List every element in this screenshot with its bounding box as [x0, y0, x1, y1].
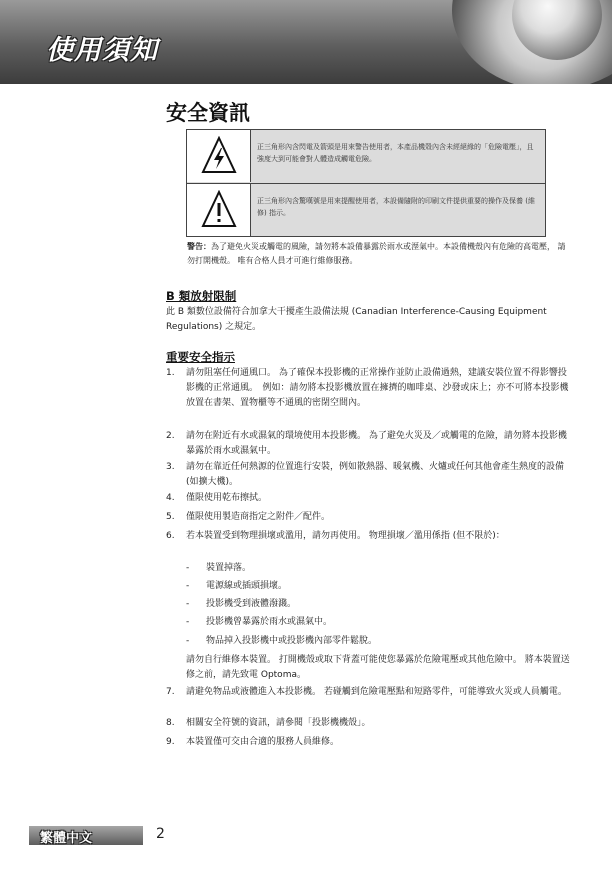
- class-b-title: B 類放射限制: [166, 289, 237, 303]
- sub-item-text: 電源線或插頭損壞。: [206, 581, 288, 591]
- warning-icon-cell: [187, 184, 251, 236]
- lightning-warning-icon: [201, 136, 237, 174]
- sub-item-text: 投影機曾暴露於雨水或濕氣中。: [206, 617, 333, 627]
- item-text: 請勿阻塞任何通風口。 為了確保本投影機的正常操作並防止設備過熱，建議安裝位置不得影響投影機的正常通風。 例如：請勿將本投影機放置在擁擠的咖啡桌、沙發或床上；亦不可將本投影機放置在書架、置物櫃等不通風的密閉空間內。: [186, 368, 569, 408]
- page-number: 2: [156, 826, 165, 842]
- warning-note-label: 警告：: [187, 242, 211, 251]
- instructions-title: 重要安全指示: [166, 350, 235, 364]
- item-number: 1.: [166, 368, 175, 378]
- warning-note: [187, 240, 573, 268]
- sub-item-dash: -: [186, 599, 190, 609]
- warning-text: 正三角形內含驚嘆號是用來提醒使用者，本設備隨附的印刷文件提供重要的操作及保養 (維修) 指示。: [257, 197, 535, 217]
- item-number: 7.: [166, 687, 175, 697]
- exclamation-warning-icon: [201, 190, 237, 228]
- sub-item-text: 裝置掉落。: [206, 563, 252, 573]
- sub-item-dash: -: [186, 563, 190, 573]
- warning-row: [187, 130, 545, 182]
- item-number: 5.: [166, 512, 175, 522]
- item-number: 6.: [166, 531, 175, 541]
- item-text: 本裝置僅可交由合適的服務人員維修。: [186, 737, 340, 747]
- item-number: 9.: [166, 737, 175, 747]
- item-text: 若本裝置受到物理損壞或濫用，請勿再使用。 物理損壞／濫用係指 (但不限於)：: [186, 531, 505, 541]
- item-text: 請勿在附近有水或濕氣的環境使用本投影機。 為了避免火災及／或觸電的危險，請勿將本投影機暴露於雨水或濕氣中。: [186, 431, 567, 456]
- page-title: 安全資訊: [166, 101, 250, 125]
- warning-note-text: 為了避免火災或觸電的風險，請勿將本設備暴露於雨水或溼氣中。本設備機殼內有危險的高電壓， 請勿打開機殼。 唯有合格人員才可進行維修服務。: [187, 242, 566, 265]
- class-b-text: 此 B 類數位設備符合加拿大干擾產生設備法規 (Canadian Interference-Causing Equipment Regulations) 之規定。: [166, 307, 547, 332]
- item-number: 2.: [166, 431, 175, 441]
- warning-icon-cell: [187, 130, 251, 182]
- item-text: 請勿在靠近任何熱源的位置進行安裝，例如散熱器、暖氣機、火爐或任何其他會產生熱度的設備 (如擴大機)。: [186, 462, 565, 487]
- sub-item-dash: -: [186, 636, 190, 646]
- sub-item-dash: -: [186, 581, 190, 591]
- header-banner: [0, 0, 612, 84]
- warning-symbols-table: [186, 129, 546, 237]
- item-text: 請避免物品或液體進入本投影機。 若碰觸到危險電壓點和短路零件，可能導致火災或人員觸電。: [186, 687, 567, 697]
- sub-item-dash: -: [186, 617, 190, 627]
- item-number: 8.: [166, 718, 175, 728]
- item6-followup-text: 請勿自行維修本裝置。 打開機殼或取下背蓋可能使您暴露於危險電壓或其他危險中。 將本裝置送修之前，請先致電 Optoma。: [186, 655, 570, 680]
- item-number: 4.: [166, 493, 175, 503]
- warning-text: 正三角形內含閃電及箭頭是用來警告使用者，本產品機殼內含未經絕緣的「危險電壓」，且強度大到可能會對人體造成觸電危險。: [257, 143, 534, 163]
- sub-item-text: 物品掉入投影機中或投影機內部零件鬆脫。: [206, 636, 378, 646]
- item-text: 相關安全符號的資訊，請參閱「投影機機殼」。: [186, 718, 371, 728]
- sub-item-text: 投影機受到液體潑濺。: [206, 599, 297, 609]
- banner-title: 使用須知: [46, 35, 158, 66]
- warning-row: [187, 183, 545, 236]
- item-text: 僅限使用乾布擦拭。: [186, 493, 268, 503]
- item-number: 3.: [166, 462, 175, 472]
- item-text: 僅限使用製造商指定之附件／配件。: [186, 512, 331, 522]
- footer-language: 繁體中文: [40, 831, 93, 846]
